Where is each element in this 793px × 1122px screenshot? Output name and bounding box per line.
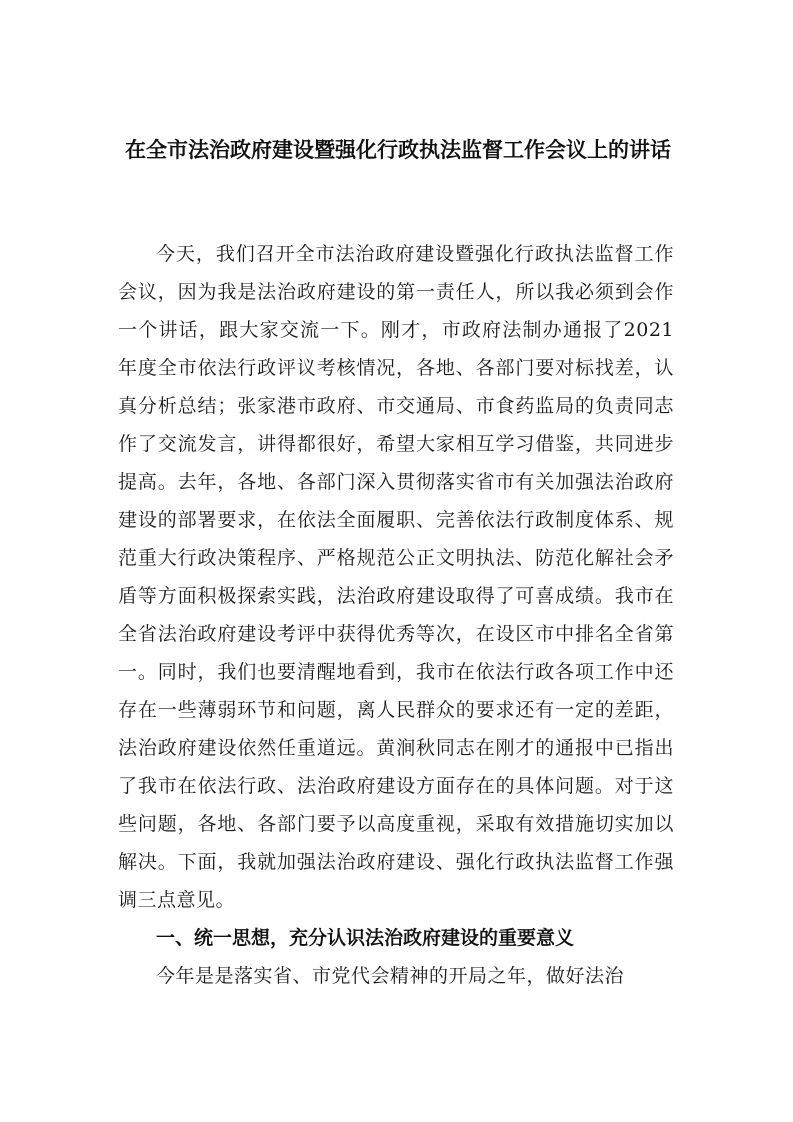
section-paragraph: 今年是是落实省、市党代会精神的开局之年，做好法治 bbox=[156, 965, 625, 987]
intro-paragraph: 今天，我们召开全市法治政府建设暨强化行政执法监督工作会议，因为我是法治政府建设的第一责任人，所以我必须到会作一个讲话，跟大家交流一下。刚才，市政府法制办通报了2021年度全市依法行政评议考核情况，各地、各部门要对标找差，认真分析总结；张家港市政府、市交通局、市食药监局的负责同志作了交流发言，讲得都很好，希望大家相互学习借鉴，共同进步提高。去年，各地、各部门深入贯彻落实省市有关加强法治政府建设的部署要求，在依法全面履职、完善依法行政制度体系、规范重大行政决策程序、严格规范公正文明执法、防范化解社会矛盾等方面积极探索实践，法治政府建设取得了可喜成绩。我市在全省法治政府建设考评中获得优秀等次，在设区市中排名全省第一。同时，我们也要清醒地看到，我市在依法行政各项工作中还存在一些薄弱环节和问题，离人民群众的要求还有一定的差距，法治政府建设依然任重道远。黄涧秋同志在刚才的通报中已指出了我市在依法行政、法治政府建设方面存在的具体问题。对于这些问题，各地、各部门要予以高度重视，采取有效措施切实加以解决。下面，我就加强法治政府建设、强化行政执法监督工作强调三点意见。 bbox=[118, 243, 674, 911]
section-heading: 一、统一思想，充分认识法治政府建设的重要意义 bbox=[156, 927, 575, 949]
document-body bbox=[118, 235, 674, 995]
document-title: 在全市法治政府建设暨强化行政执法监督工作会议上的讲话 bbox=[125, 138, 671, 162]
